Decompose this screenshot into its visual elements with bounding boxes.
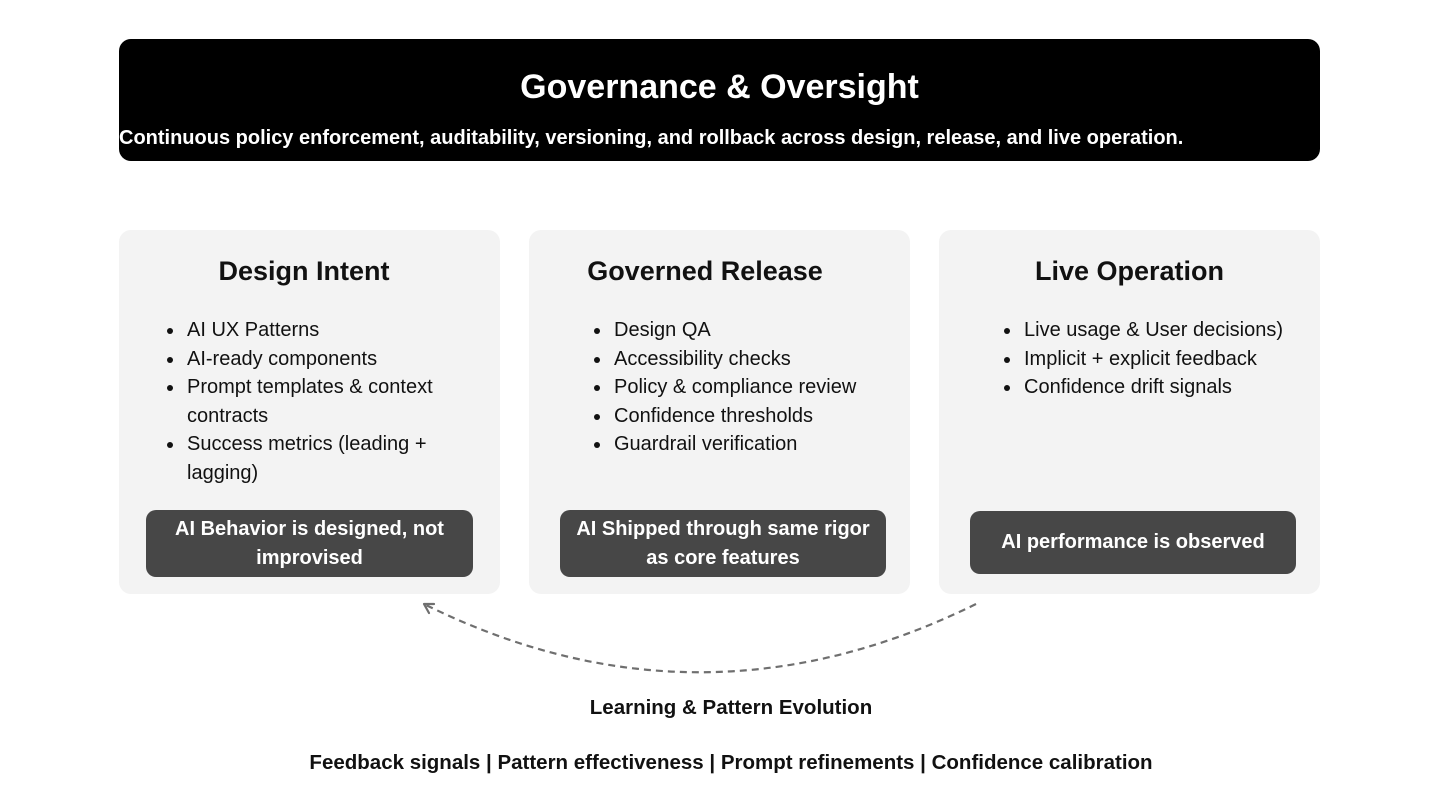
takeaway-badge: AI performance is observed — [970, 511, 1296, 574]
list-item: • Success metrics (leading + lagging) — [185, 430, 485, 487]
list-item: • AI UX Patterns — [185, 316, 485, 345]
list-item: • AI-ready components — [185, 345, 485, 374]
list-item: • Confidence drift signals — [1022, 373, 1332, 402]
loop-details: Feedback signals | Pattern effectiveness | Prompt refinements | Confidence calibration — [309, 751, 1153, 774]
arrowhead-icon — [424, 604, 434, 613]
list-item: • Design QA — [612, 316, 912, 345]
list-item: • Live usage & User decisions) — [1022, 316, 1332, 345]
column-title: Design Intent — [218, 256, 390, 286]
column-list — [164, 316, 485, 488]
column-design-intent — [119, 230, 500, 594]
feedback-loop-curve — [426, 604, 976, 672]
column-list — [1001, 316, 1332, 402]
loop-label: Learning & Pattern Evolution — [589, 696, 873, 719]
column-list — [591, 316, 912, 459]
takeaway-badge: AI Behavior is designed, not improvised — [146, 510, 473, 577]
governance-title: Governance & Oversight — [520, 68, 919, 106]
list-item: • Implicit + explicit feedback — [1022, 345, 1332, 374]
column-title: Live Operation — [1034, 256, 1225, 286]
column-governed-release — [529, 230, 910, 594]
governance-subtitle: Continuous policy enforcement, auditability, versioning, and rollback across design, release, and live operation. — [119, 127, 1184, 149]
list-item: • Accessibility checks — [612, 345, 912, 374]
list-item: • Guardrail verification — [612, 430, 912, 459]
column-title: Governed Release — [587, 256, 823, 286]
list-item: • Confidence thresholds — [612, 402, 912, 431]
takeaway-badge: AI Shipped through same rigor as core features — [560, 510, 886, 577]
list-item: • Prompt templates & context contracts — [185, 373, 485, 430]
list-item: • Policy & compliance review — [612, 373, 912, 402]
column-live-operation — [939, 230, 1320, 594]
